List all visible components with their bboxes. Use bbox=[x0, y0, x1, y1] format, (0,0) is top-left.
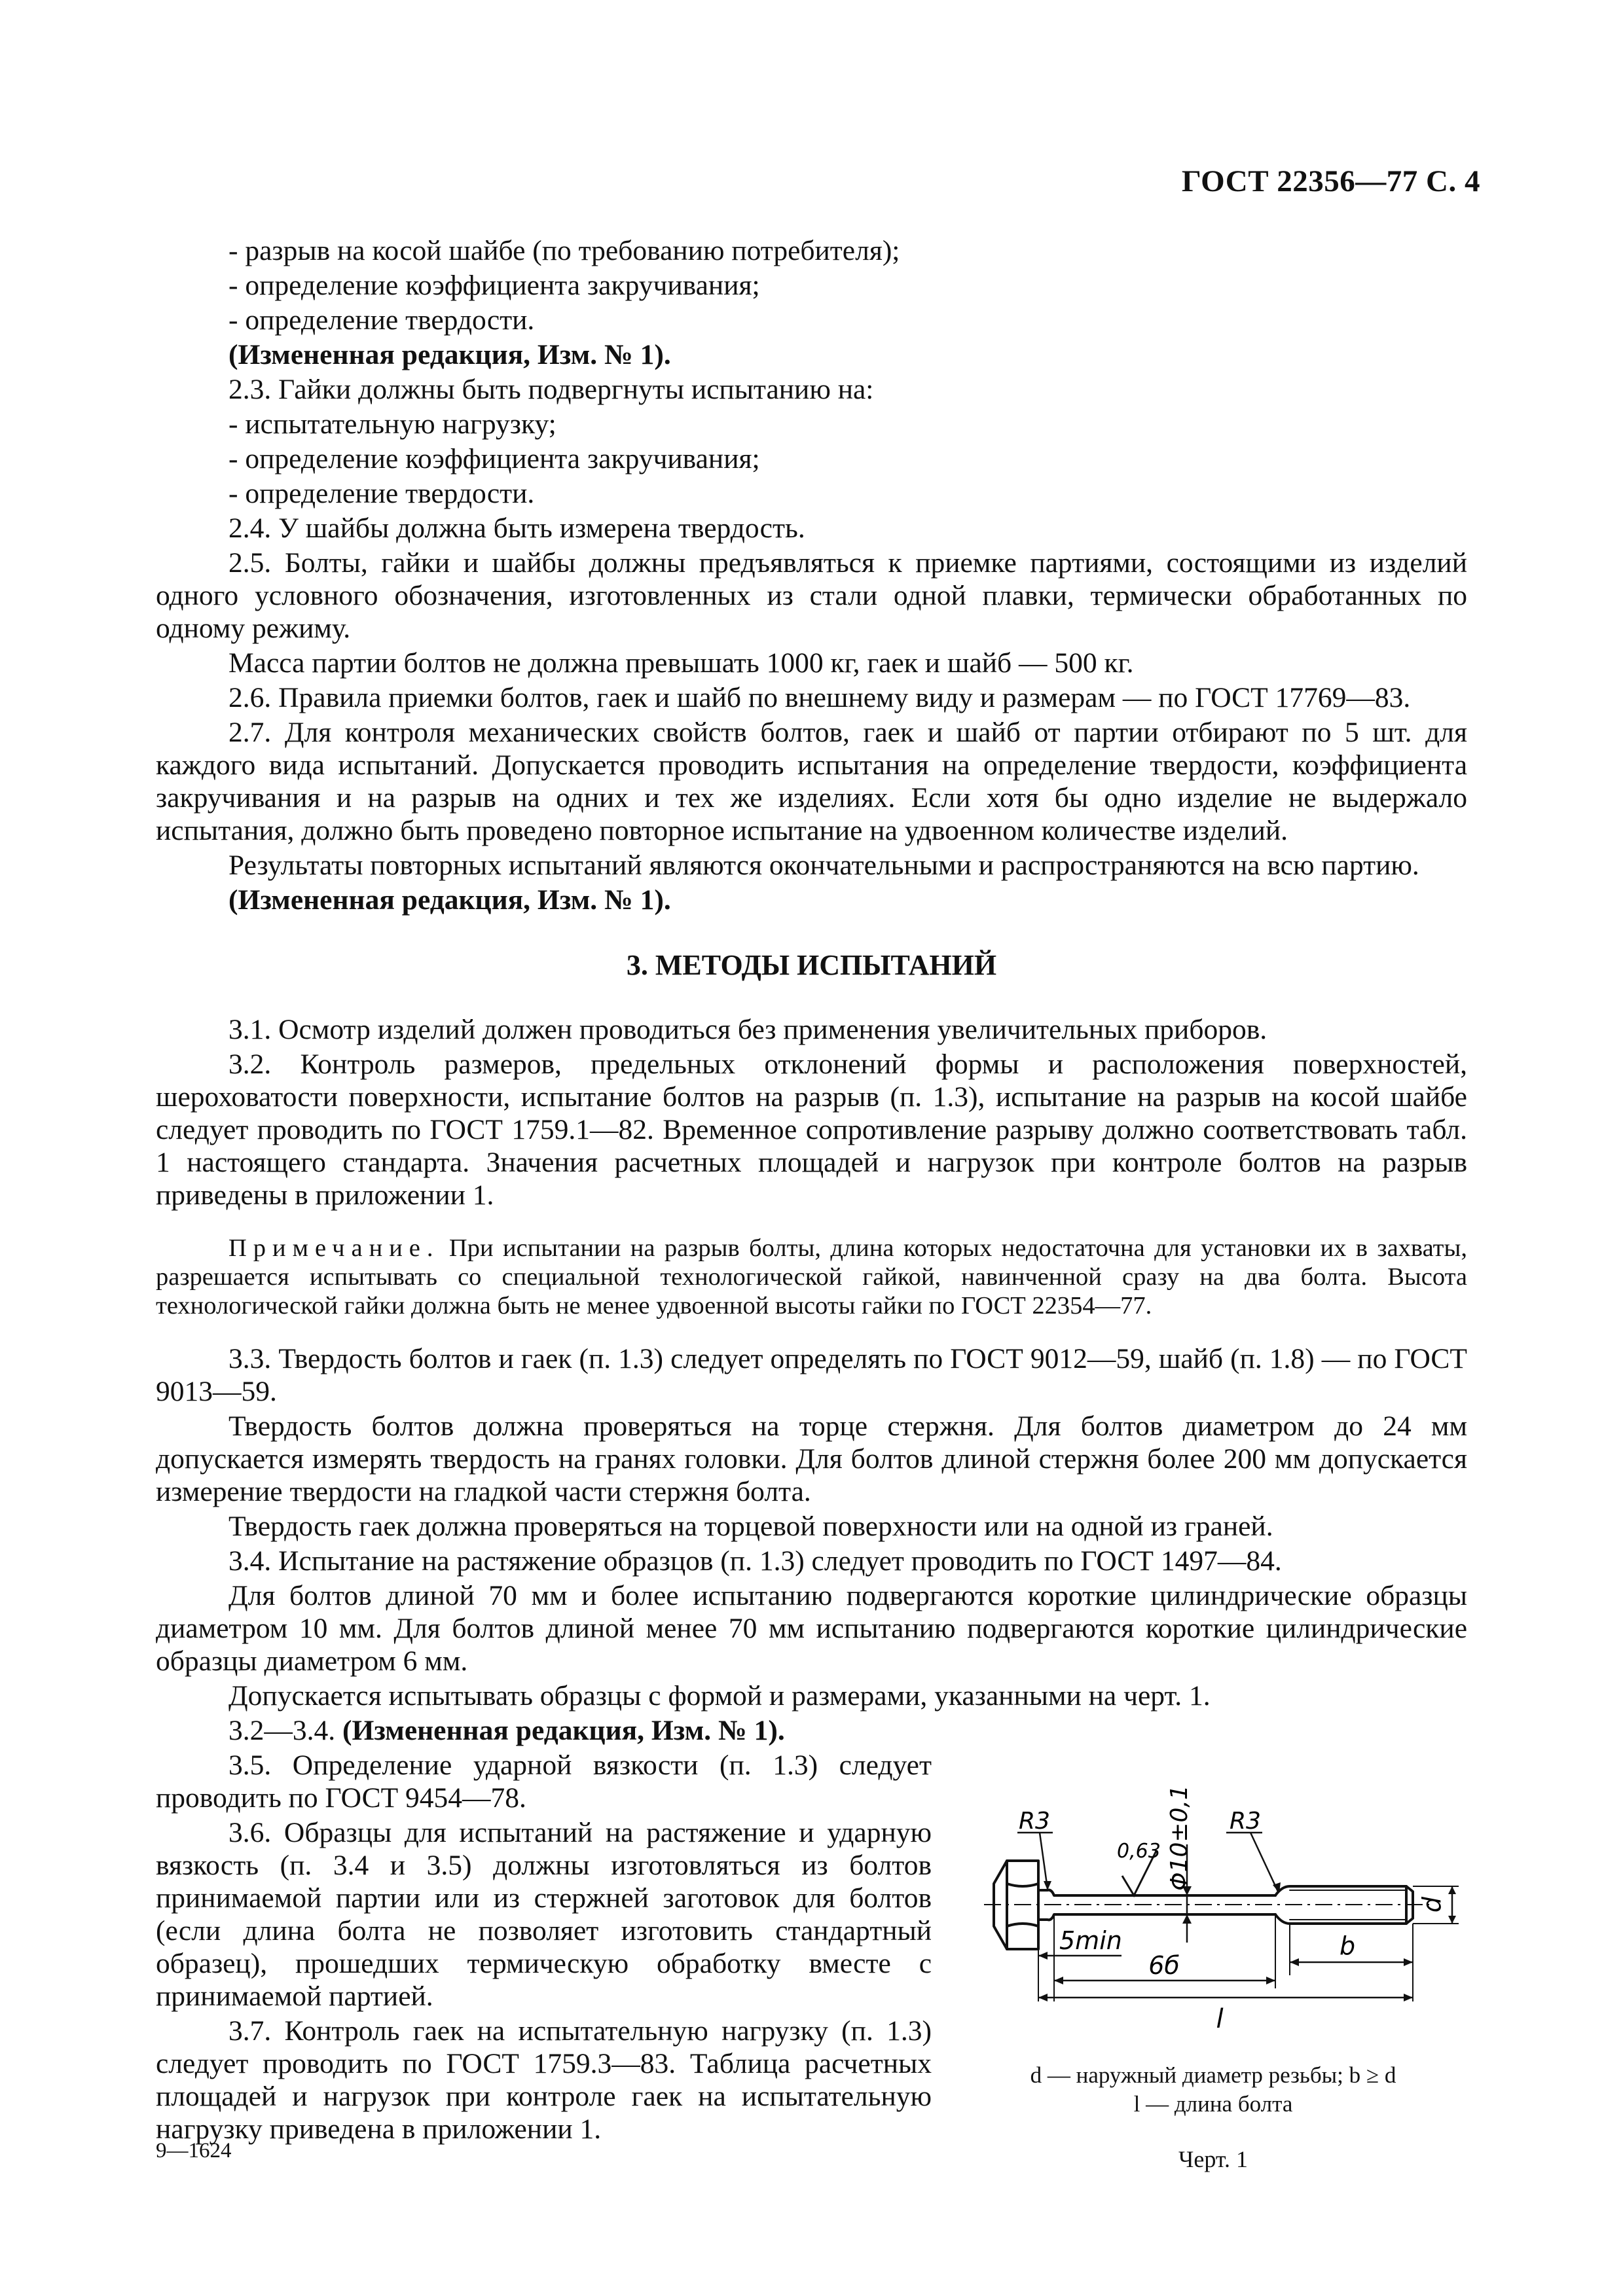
section-title: 3. МЕТОДЫ ИСПЫТАНИЙ bbox=[626, 949, 997, 981]
note bbox=[156, 1234, 1467, 1320]
clause-3-7: 3.7. Контроль гаек на испытательную нагрузку (п. 1.3) следует проводить по ГОСТ 1759.3—83. Таблица расчетных площадей и нагрузок при контроле гаек на испытательную нагрузку приведена в приложении 1. bbox=[156, 2015, 932, 2145]
list-item: - разрыв на косой шайбе (по требованию потребителя); bbox=[228, 235, 900, 266]
arrow bbox=[1404, 1958, 1413, 1966]
page-footer: 9—1624 bbox=[156, 2139, 232, 2162]
clause-3-6: 3.6. Образцы для испытаний на растяжение и ударную вязкость (п. 3.4 и 3.5) должны изготовляться из болтов принимаемой партии или из стержней заготовок для болтов (если длина болта не позволяет изготовить стандартный образец), прошедших термическую обработку вместе с принимаемой партией. bbox=[156, 1817, 932, 2012]
arrow bbox=[1038, 1994, 1048, 2001]
clause-3-4-detail: Для болтов длиной 70 мм и более испытанию подвергаются короткие цилиндрические образцы диаметром 10 мм. Для болтов длиной менее 70 мм испытанию подвергаются короткие цилиндрические образцы диаметром 6 мм. bbox=[156, 1580, 1467, 1677]
dim-5min-label: 5min bbox=[1059, 1926, 1122, 1955]
arrow bbox=[1038, 1952, 1048, 1960]
list-item: - определение коэффициента закручивания; bbox=[228, 270, 760, 301]
figure-legend-1: d — наружный диаметр резьбы; b ≥ d bbox=[1030, 2062, 1396, 2088]
clause-3-3-bolts: Твердость болтов должна проверяться на торце стержня. Для болтов диаметром до 24 мм допускается измерять твердость на гранях головки. Для болтов длиной стержня более 200 мм допускается измерение твердости на гладкой части стержня болта. bbox=[156, 1410, 1467, 1507]
arrow bbox=[1054, 1977, 1063, 1984]
arrow bbox=[1448, 1916, 1456, 1924]
list-item: - определение твердости. bbox=[228, 304, 535, 336]
bolt-head-arc bbox=[1007, 1924, 1038, 1926]
clause-2-7-result: Результаты повторных испытаний являются окончательными и распространяются на всю партию. bbox=[228, 850, 1419, 881]
list-item: - определение твердости. bbox=[228, 478, 535, 509]
left-column bbox=[156, 1749, 932, 2145]
page-header: ГОСТ 22356—77 С. 4 bbox=[1181, 164, 1480, 198]
clause-2-3: 2.3. Гайки должны быть подвергнуты испытанию на: bbox=[228, 374, 874, 405]
clause-2-6: 2.6. Правила приемки болтов, гаек и шайб по внешнему виду и размерам — по ГОСТ 17769—83. bbox=[228, 682, 1411, 713]
clause-3-3: 3.3. Твердость болтов и гаек (п. 1.3) следует определять по ГОСТ 9012—59, шайб (п. 1.8) — по ГОСТ 9013—59. bbox=[156, 1343, 1467, 1407]
note-label: Примечание. bbox=[228, 1234, 440, 1262]
clause-2-5: 2.5. Болты, гайки и шайбы должны предъявляться к приемке партиями, состоящими из изделий одного условного обозначения, изготовленных из стали одной плавки, термически обработанных по одному режиму. bbox=[156, 547, 1467, 644]
revision-note: (Измененная редакция, Изм. № 1). bbox=[228, 884, 671, 916]
revision-bold: (Измененная редакция, Изм. № 1). bbox=[342, 1715, 785, 1746]
figure-1 bbox=[955, 1753, 1472, 2176]
shoulder-upper bbox=[1038, 1890, 1275, 1895]
arrow bbox=[1290, 1958, 1299, 1966]
diameter-label: Φ10±0,1 bbox=[1166, 1785, 1193, 1891]
dim-b-label: b bbox=[1339, 1931, 1356, 1960]
clause-3-5: 3.5. Определение ударной вязкости (п. 1.3) следует проводить по ГОСТ 9454—78. bbox=[156, 1749, 932, 1814]
arrow bbox=[1182, 1914, 1192, 1924]
shoulder-lower bbox=[1038, 1914, 1275, 1920]
roughness-label: 0,63 bbox=[1117, 1840, 1161, 1863]
clause-2-4: 2.4. У шайбы должна быть измерена твердость. bbox=[228, 512, 805, 544]
revision-prefix: 3.2—3.4. bbox=[228, 1715, 342, 1746]
clause-2-5-mass: Масса партии болтов не должна превышать 1000 кг, гаек и шайб — 500 кг. bbox=[228, 647, 1134, 679]
list-item: - определение коэффициента закручивания; bbox=[228, 443, 760, 475]
clause-3-4-allow: Допускается испытывать образцы с формой и размерами, указанными на черт. 1. bbox=[228, 1680, 1211, 1712]
radius-right-leader bbox=[1250, 1833, 1278, 1892]
arrow bbox=[1404, 1994, 1413, 2001]
arrow bbox=[1044, 1881, 1051, 1890]
clause-2-7: 2.7. Для контроля механических свойств болтов, гаек и шайб от партии отбирают по 5 шт. для каждого вида испытаний. Допускается проводить испытания на определение твердости, коэффициента закручивания и на разрыв на одних и тех же изделиях. Если хотя бы одно изделие не выдержало испытания, должно быть проведено повторное испытание на удвоенном количестве изделий. bbox=[156, 717, 1467, 846]
radius-left-leader bbox=[1040, 1833, 1048, 1889]
revision-note bbox=[156, 1714, 1467, 1747]
clause-3-3-nuts: Твердость гаек должна проверяться на торцевой поверхности или на одной из граней. bbox=[228, 1511, 1273, 1542]
clause-3-1: 3.1. Осмотр изделий должен проводиться без применения увеличительных приборов. bbox=[228, 1014, 1267, 1045]
revision-note: (Измененная редакция, Изм. № 1). bbox=[228, 339, 671, 370]
specimen-drawing bbox=[955, 1753, 1472, 2060]
d-label: d bbox=[1417, 1896, 1446, 1913]
figure-caption: Черт. 1 bbox=[1178, 2146, 1248, 2172]
note-text: При испытании на разрыв болты, длина которых недостаточна для установки их в захваты, разрешается испытывать со специальной технологической гайкой, навинченной сразу на два болта. Высота технологической гайки должна быть не менее удвоенной высоты гайки по ГОСТ 22354—77. bbox=[156, 1234, 1467, 1319]
arrow bbox=[1266, 1977, 1275, 1984]
clause-3-4: 3.4. Испытание на растяжение образцов (п. 1.3) следует проводить по ГОСТ 1497—84. bbox=[228, 1545, 1282, 1577]
dim-l-label: l bbox=[1216, 2004, 1224, 2034]
bolt-head-arc bbox=[1007, 1884, 1038, 1886]
radius-right-label: R3 bbox=[1230, 1808, 1261, 1835]
dim-6b-label: 6б bbox=[1148, 1951, 1180, 1980]
arrow bbox=[1448, 1886, 1456, 1894]
clause-3-2: 3.2. Контроль размеров, предельных отклонений формы и расположения поверхностей, шероховатости поверхности, испытание болтов на разрыв (п. 1.3), испытание на разрыв на косой шайбе следует проводить по ГОСТ 1759.1—82. Временное сопротивление разрыву должно соответствовать табл. 1 настоящего стандарта. Значения расчетных площадей и нагрузок при контроле болтов на разрыв приведены в приложении 1. bbox=[156, 1049, 1467, 1211]
list-item: - испытательную нагрузку; bbox=[228, 408, 556, 440]
figure-legend-2: l — длина болта bbox=[1133, 2091, 1293, 2117]
radius-left-label: R3 bbox=[1019, 1808, 1050, 1835]
